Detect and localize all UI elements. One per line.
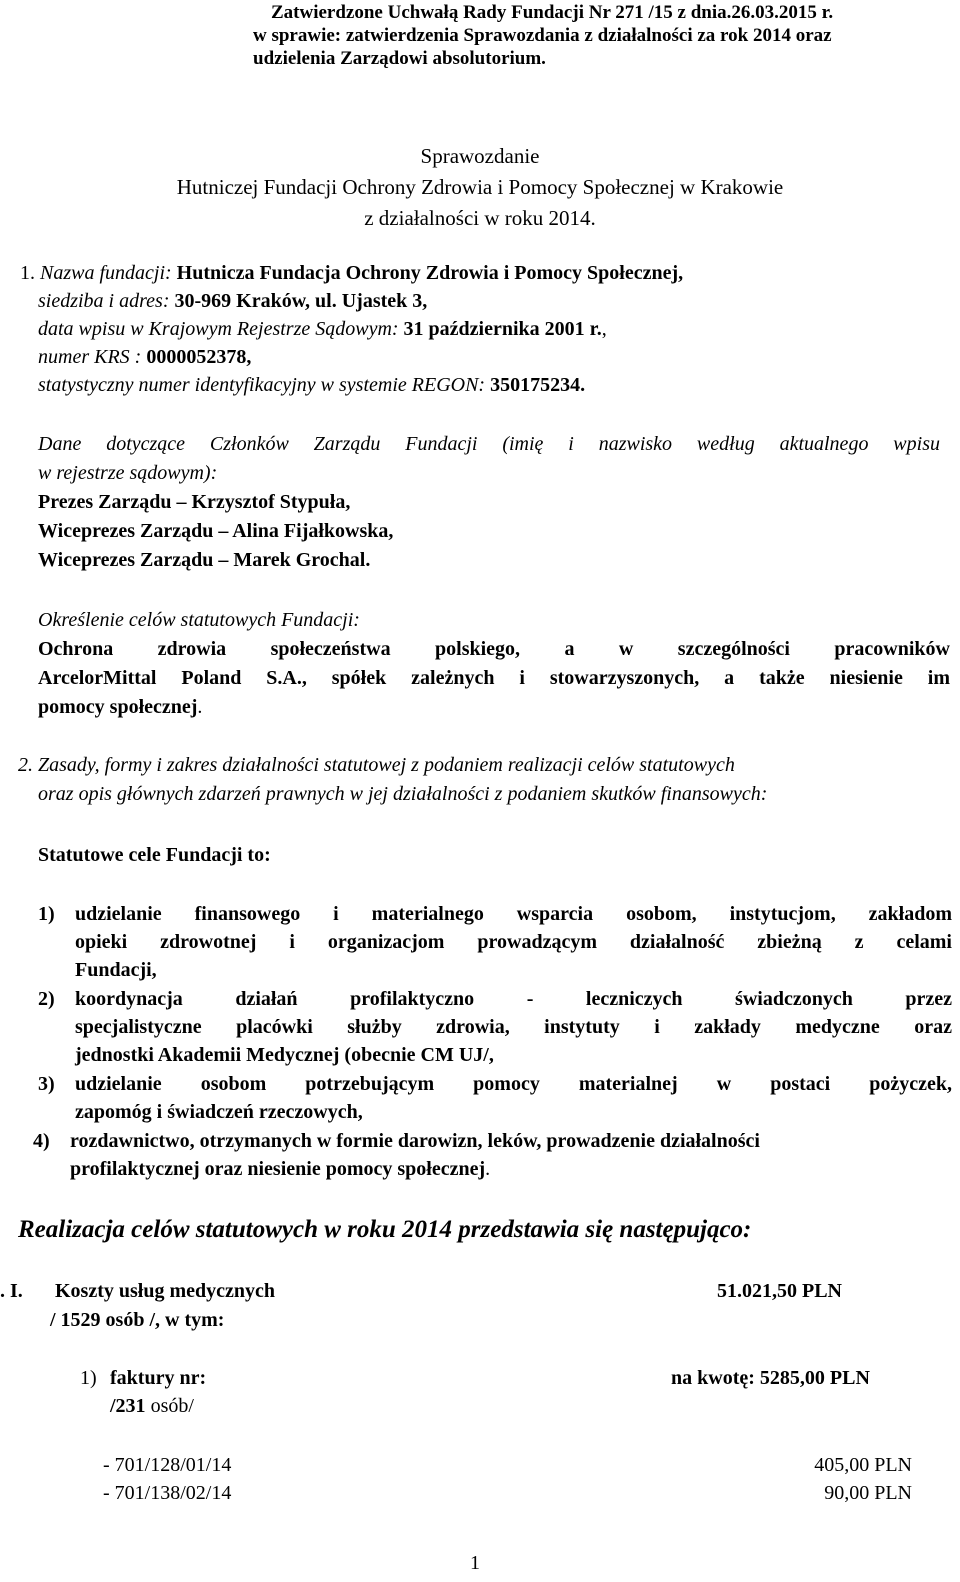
invoice-number: 1)	[80, 1367, 97, 1389]
board-member: Wiceprezes Zarządu – Alina Fijałkowska,	[38, 520, 394, 542]
list-item-number: 2)	[38, 988, 55, 1010]
invoice-label: faktury nr:	[110, 1367, 207, 1389]
section-number: 1.	[20, 262, 35, 284]
persons-count: / 1529 osób /, w tym:	[50, 1309, 225, 1331]
cost-value: 51.021,50 PLN	[717, 1280, 842, 1302]
list-item: jednostki Akademii Medycznej (obecnie CM UJ/,	[75, 1044, 494, 1066]
resolution-line-1: Zatwierdzone Uchwałą Rady Fundacji Nr 271 /15 z dnia.26.03.2015 r.	[271, 2, 834, 23]
goals-text: ArcelorMittal Poland S.A., spółek zależnych i stowarzyszonych, a także niesienie im	[38, 667, 950, 689]
cost-section-number: . I.	[0, 1280, 23, 1302]
report-subtitle: Hutniczej Fundacji Ochrony Zdrowia i Pomocy Społecznej w Krakowie	[176, 175, 784, 199]
list-item: udzielanie finansowego i materialnego wsparcia osobom, instytucjom, zakładom	[75, 903, 952, 925]
goals-label: Określenie celów statutowych Fundacji:	[38, 609, 360, 631]
list-item: opieki zdrowotnej i organizacjom prowadzącym działalność zbieżną z celami	[75, 931, 952, 953]
board-intro-cont: w rejestrze sądowym):	[38, 462, 218, 484]
section-1-name	[20, 259, 683, 287]
resolution-line-3: udzielenia Zarządowi absolutorium.	[253, 48, 546, 69]
list-item: profilaktycznej oraz niesienie pomocy społecznej.	[70, 1158, 491, 1180]
board-member: Wiceprezes Zarządu – Marek Grochal.	[38, 549, 371, 571]
list-item-number: 4)	[33, 1130, 50, 1152]
statutory-heading: Statutowe cele Fundacji to:	[38, 844, 271, 866]
date-label: data wpisu w Krajowym Rejestrze Sądowym:	[38, 318, 399, 340]
invoice-entry-id: - 701/138/02/14	[103, 1482, 232, 1504]
list-item: rozdawnictwo, otrzymanych w formie darowizn, leków, prowadzenie działalności	[70, 1130, 760, 1152]
report-title: Sprawozdanie	[420, 144, 540, 168]
list-item: koordynacja działań profilaktyczno - leczniczych świadczonych przez	[75, 988, 952, 1010]
krs-value: 0000052378,	[146, 346, 252, 368]
report-year: z działalności w roku 2014.	[364, 206, 596, 230]
regon-label: statystyczny numer identyfikacyjny w systemie REGON:	[38, 374, 486, 396]
invoice-entry-amount: 90,00 PLN	[824, 1482, 912, 1504]
address-value: 30-969 Kraków, ul. Ujastek 3,	[174, 290, 428, 312]
list-item: specjalistyczne placówki służby zdrowia, instytuty i zakłady medyczne oraz	[75, 1016, 952, 1038]
address-line	[38, 287, 427, 315]
realization-heading: Realizacja celów statutowych w roku 2014 przedstawia się następująco:	[18, 1216, 752, 1243]
invoice-persons: /231 osób/	[110, 1395, 194, 1417]
invoice-entry-amount: 405,00 PLN	[814, 1454, 912, 1476]
krs-line	[38, 343, 251, 371]
invoice-entry-id: - 701/128/01/14	[103, 1454, 232, 1476]
list-item-number: 1)	[38, 903, 55, 925]
name-label: Nazwa fundacji:	[40, 262, 172, 284]
krs-label: numer KRS :	[38, 346, 142, 368]
invoice-amount: na kwotę: 5285,00 PLN	[671, 1367, 870, 1389]
address-label: siedziba i adres:	[38, 290, 170, 312]
registration-date-line: data wpisu w Krajowym Rejestrze Sądowym: 31 października 2001 r.,	[38, 318, 607, 340]
cost-label: Koszty usług medycznych	[55, 1280, 275, 1302]
regon-line	[38, 371, 585, 399]
date-value: 31 października 2001 r.	[403, 318, 602, 340]
board-intro: Dane dotyczące Członków Zarządu Fundacji (imię i nazwisko według aktualnego wpisu	[38, 433, 940, 455]
board-member: Prezes Zarządu – Krzysztof Stypuła,	[38, 491, 351, 513]
section-2-heading: 2. Zasady, formy i zakres działalności statutowej z podaniem realizacji celów statutowych	[18, 754, 735, 776]
goals-text: Ochrona zdrowia społeczeństwa polskiego, a w szczególności pracowników	[38, 638, 950, 660]
resolution-line-2: w sprawie: zatwierdzenia Sprawozdania z działalności za rok 2014 oraz	[253, 25, 832, 46]
section-2-heading-cont: oraz opis głównych zdarzeń prawnych w jej działalności z podaniem skutków finansowych:	[38, 783, 768, 805]
goals-text: pomocy społecznej.	[38, 696, 203, 718]
name-value: Hutnicza Fundacja Ochrony Zdrowia i Pomocy Społecznej,	[176, 262, 684, 284]
list-item: zapomóg i świadczeń rzeczowych,	[75, 1101, 363, 1123]
page-number: 1	[470, 1552, 480, 1574]
list-item: Fundacji,	[75, 959, 157, 981]
list-item: udzielanie osobom potrzebującym pomocy materialnej w postaci pożyczek,	[75, 1073, 952, 1095]
regon-value: 350175234.	[490, 374, 586, 396]
list-item-number: 3)	[38, 1073, 55, 1095]
